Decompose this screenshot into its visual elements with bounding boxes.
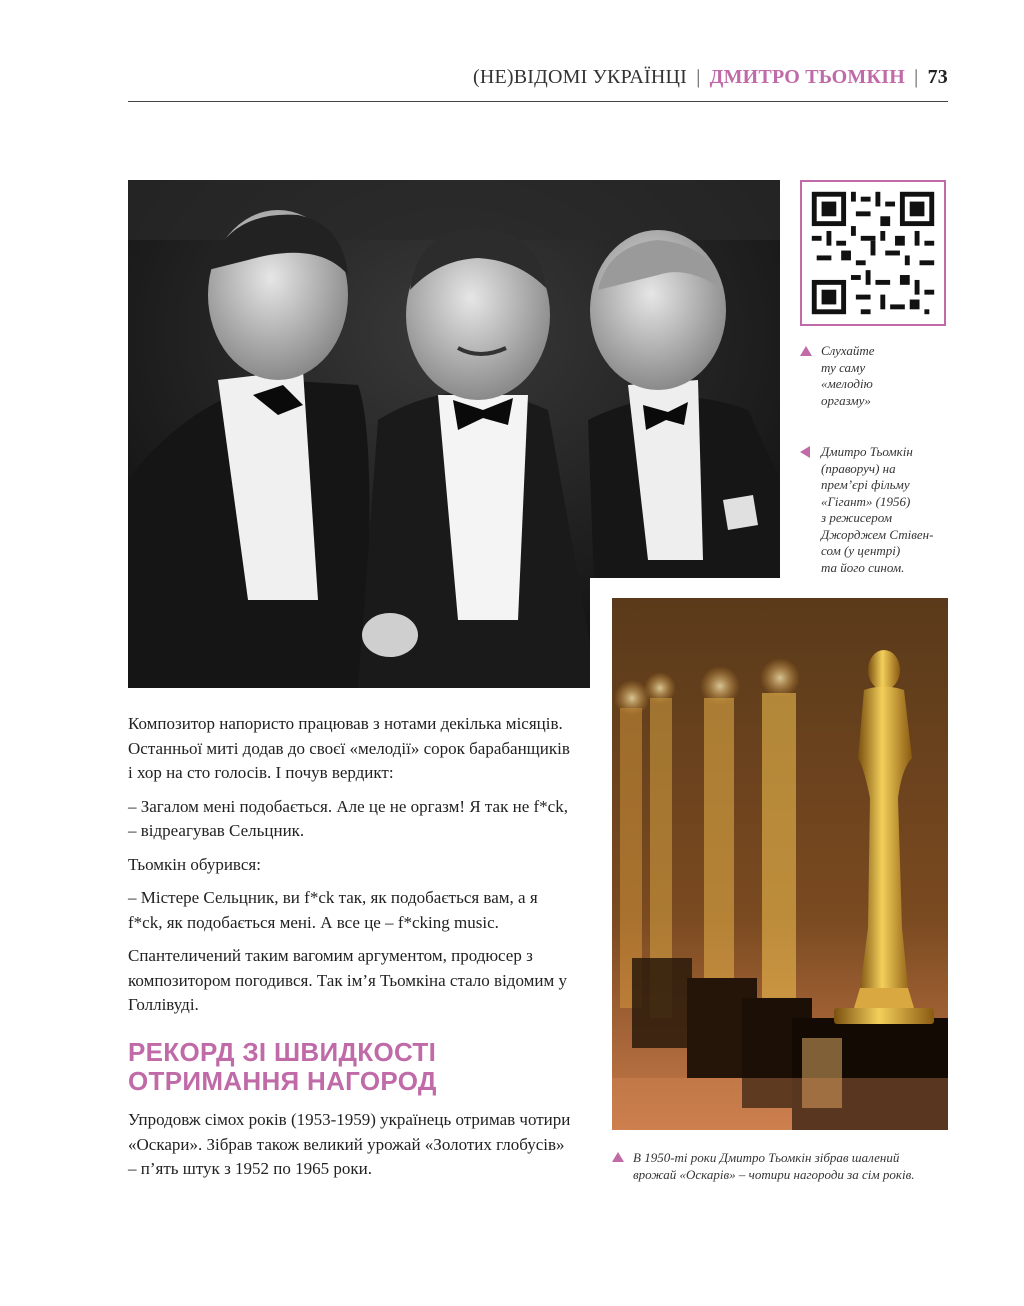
header-rule <box>128 101 948 102</box>
caption-line: прем’єрі фільму <box>821 477 910 492</box>
caption-up-arrow-icon <box>612 1152 624 1162</box>
caption-left-arrow-icon <box>800 446 810 458</box>
header-separator: | <box>696 66 701 88</box>
running-header <box>128 66 948 96</box>
section-heading <box>128 1038 588 1096</box>
caption-line: «мелодію <box>821 376 873 391</box>
caption-up-arrow-icon <box>800 346 812 356</box>
caption-line: «Гігант» (1956) <box>821 493 911 509</box>
oscars-caption <box>633 1150 953 1183</box>
article-body <box>128 712 573 1027</box>
paragraph: Тьомкін обурився: <box>128 854 261 874</box>
paragraph: – Загалом мені подобається. Але це не оргазм! Я так не f*ck, – відреагував Сельцник. <box>128 796 568 840</box>
oscars-photo <box>612 598 948 1130</box>
oscars-photo-graphic <box>612 598 948 1130</box>
caption-line: ту саму <box>821 359 866 375</box>
paragraph: Спантеличений таким вагомим аргументом, продюсер з композитором погодився. Так ім’я Тьомкіна стало відомим у Голлівуді. <box>128 946 567 1014</box>
qr-code-graphic <box>802 182 944 324</box>
qr-code[interactable] <box>800 180 946 326</box>
heading-line: РЕКОРД ЗІ ШВИДКОСТІ <box>128 1037 437 1067</box>
caption-line: Слухайте <box>821 343 875 358</box>
paragraph: Упродовж сімох років (1953-1959) українець отримав чотири «Оскари». Зібрав також великий урожай «Золотих глобусів» – п’ять штук з 1952 по 1965 роки. <box>128 1110 571 1178</box>
heading-line: ОТРИМАННЯ НАГОРОД <box>128 1066 437 1096</box>
caption-line: В 1950-ті роки Дмитро Тьомкін зібрав шалений <box>633 1150 900 1165</box>
caption-line: оргазму» <box>821 392 871 408</box>
qr-caption <box>821 343 941 409</box>
paragraph: – Містере Сельцник, ви f*ck так, як подобається вам, а я f*ck, як подобається мені. А все це – f*cking music. <box>128 888 538 932</box>
caption-line: врожай «Оскарів» – чотири нагороди за сім років. <box>633 1166 915 1182</box>
caption-line: Дмитро Тьомкін <box>821 444 913 459</box>
section-title: (НЕ)ВІДОМІ УКРАЇНЦІ <box>472 66 687 88</box>
header-separator: | <box>914 66 919 88</box>
caption-line: (праворуч) на <box>821 460 896 476</box>
page-number: 73 <box>927 66 948 88</box>
caption-line: сом (у центрі) <box>821 543 901 558</box>
caption-line: з режисером <box>821 510 893 525</box>
caption-line: та його сином. <box>821 559 905 575</box>
article-body-continued <box>128 1108 573 1182</box>
paragraph: Композитор напористо працював з нотами декілька місяців. Останньої миті додав до своєї «мелодії» сорок барабанщиків і хор на сто голосів. І почув вердикт: <box>128 714 570 782</box>
premiere-caption <box>821 444 951 576</box>
caption-line: Джорджем Стівен- <box>821 526 934 542</box>
person-name: ДМИТРО ТЬОМКІН <box>709 66 905 88</box>
